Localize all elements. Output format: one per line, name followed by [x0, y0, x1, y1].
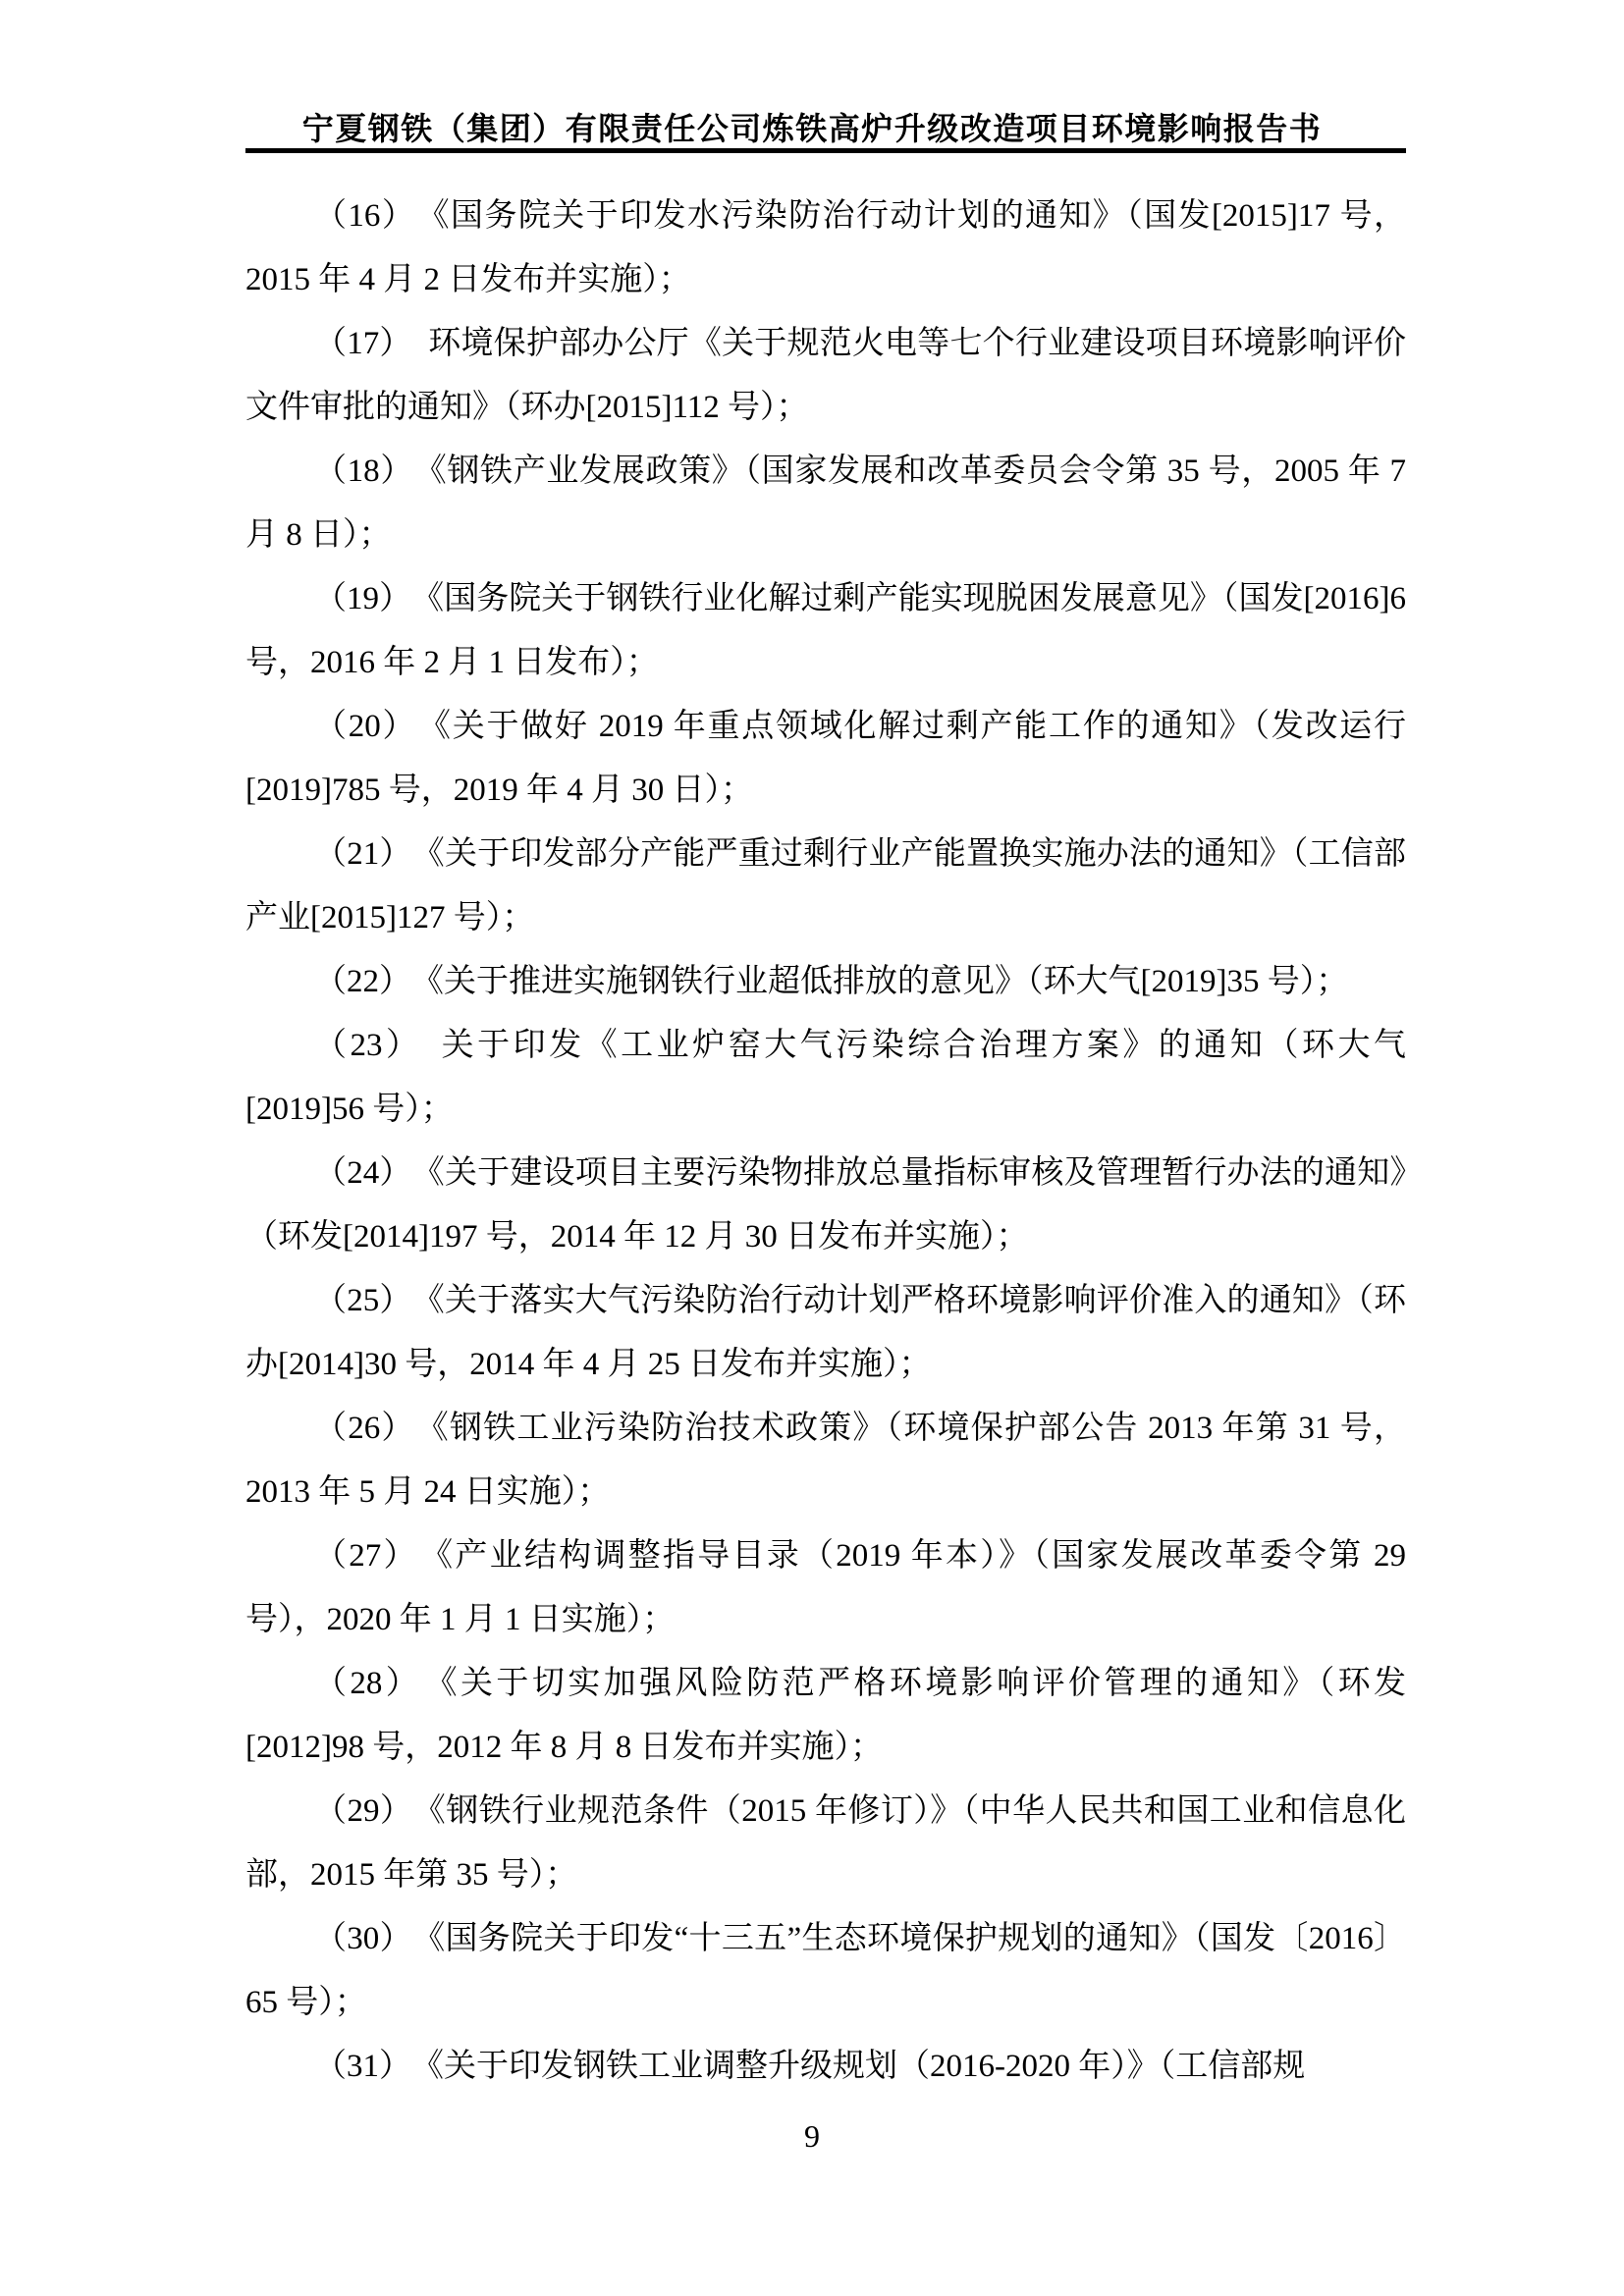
list-item-17: （17） 环境保护部办公厅《关于规范火电等七个行业建设项目环境影响评价文件审批的通知》（环办[2015]112 号）； — [245, 326, 1406, 425]
list-item-16: （16） 《国务院关于印发水污染防治行动计划的通知》（国发[2015]17 号，2015 年 4 月 2 日发布并实施）； — [245, 198, 1406, 297]
list-item-24: （24） 《关于建设项目主要污染物排放总量指标审核及管理暂行办法的通知》（环发[2014]197 号，2014 年 12 月 30 日发布并实施）； — [245, 1155, 1406, 1255]
list-item-18: （18） 《钢铁产业发展政策》（国家发展和改革委员会令第 35 号，2005 年 7 月 8 日）； — [245, 454, 1406, 553]
list-item-31: （31） 《关于印发钢铁工业调整升级规划（2016-2020 年）》（工信部规 — [314, 2049, 1306, 2084]
list-item-20: （20） 《关于做好 2019 年重点领域化解过剩产能工作的通知》（发改运行[2019]785 号，2019 年 4 月 30 日）； — [245, 709, 1406, 808]
document-body — [245, 185, 1406, 2099]
header-rule — [245, 148, 1406, 153]
page-header-title: 宁夏钢铁（集团）有限责任公司炼铁高炉升级改造项目环境影响报告书 — [301, 111, 1323, 146]
list-item-29: （29） 《钢铁行业规范条件（2015 年修订）》（中华人民共和国工业和信息化部，2015 年第 35 号）； — [245, 1793, 1406, 1893]
list-item-21: （21） 《关于印发部分产能严重过剩行业产能置换实施办法的通知》（工信部产业[2015]127 号）； — [245, 836, 1406, 935]
list-item-19: （19） 《国务院关于钢铁行业化解过剩产能实现脱困发展意见》（国发[2016]6 号，2016 年 2 月 1 日发布）； — [245, 581, 1406, 680]
page-number: 9 — [804, 2118, 820, 2154]
list-item-27: （27） 《产业结构调整指导目录（2019 年本）》（国家发展改革委令第 29 号），2020 年 1 月 1 日实施）； — [245, 1538, 1406, 1637]
list-item-28: （28） 《关于切实加强风险防范严格环境影响评价管理的通知》（环发[2012]98 号，2012 年 8 月 8 日发布并实施）； — [245, 1666, 1406, 1765]
list-item-26: （26） 《钢铁工业污染防治技术政策》（环境保护部公告 2013 年第 31 号，2013 年 5 月 24 日实施）； — [245, 1411, 1406, 1510]
list-item-25: （25） 《关于落实大气污染防治行动计划严格环境影响评价准入的通知》（环办[2014]30 号，2014 年 4 月 25 日发布并实施）； — [245, 1283, 1406, 1382]
list-item-30: （30） 《国务院关于印发“十三五”生态环境保护规划的通知》（国发〔2016〕65 号）； — [245, 1921, 1406, 2020]
list-item-23: （23） 关于印发《工业炉窑大气污染综合治理方案》的通知（环大气[2019]56 号）； — [245, 1028, 1406, 1127]
list-item-22: （22） 《关于推进实施钢铁行业超低排放的意见》（环大气[2019]35 号）； — [314, 964, 1349, 999]
